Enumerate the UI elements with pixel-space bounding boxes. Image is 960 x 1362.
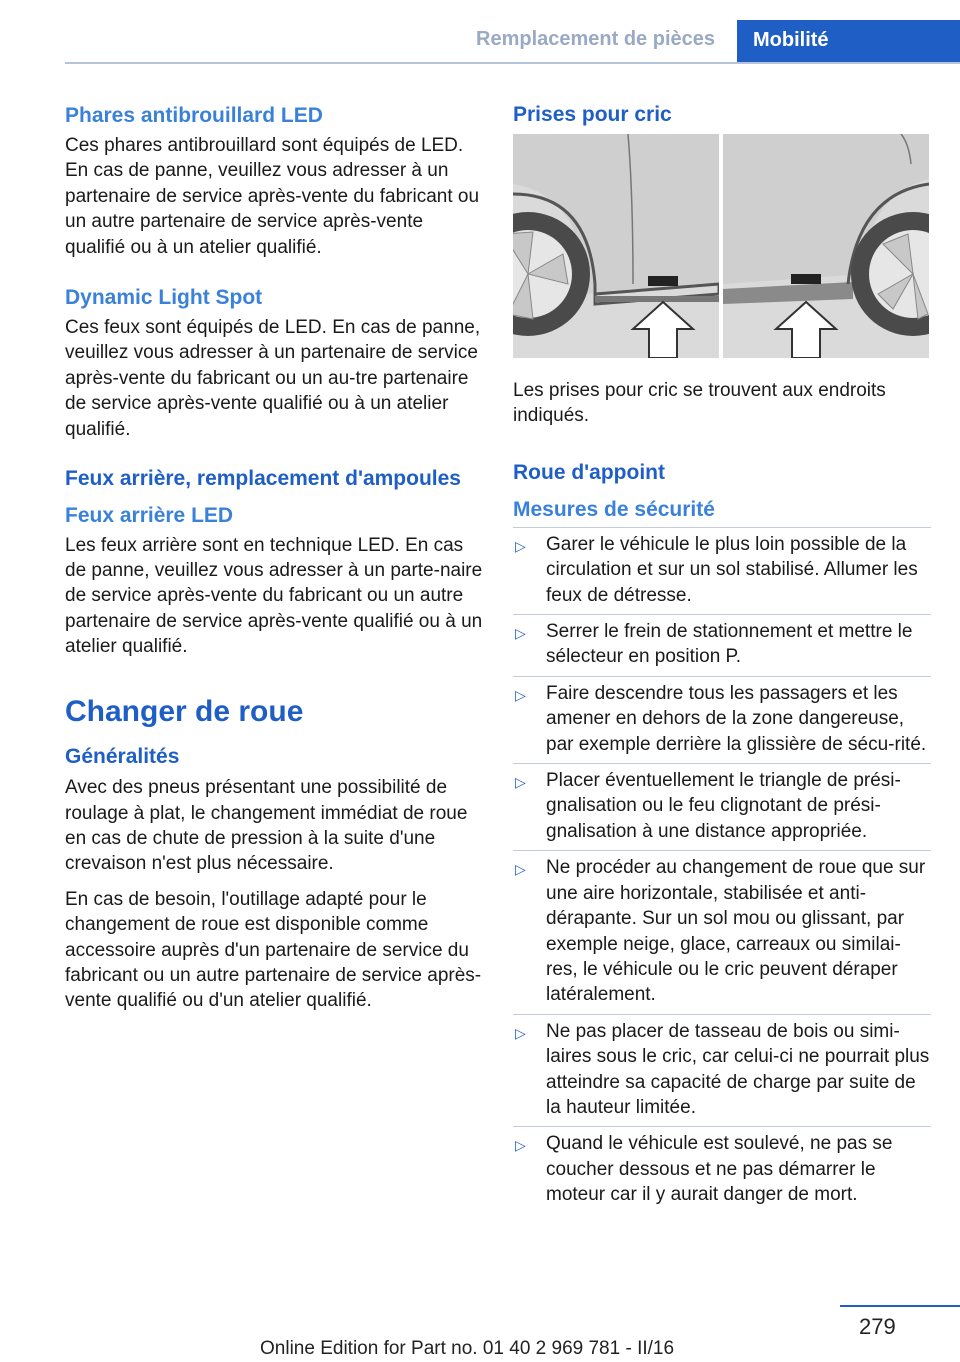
list-item — [513, 850, 931, 1007]
list-item-text: Placer éventuellement le triangle de prési‐gnalisation ou le feu clignotant de prési‐gnalisation à une distance appropriée. — [546, 770, 901, 842]
paragraph-general-2: En cas de besoin, l'outillage adapté pour le changement de roue est disponible comme accessoire auprès d'un partenaire de service du fabricant ou un autre partenaire de service après-vente qualifié ou d'un atelier qualifié. — [65, 888, 482, 1012]
paragraph-rear-led: Les feux arrière sont en technique LED. En cas de panne, veuillez vous adresser à un parte‐naire de service après-vente du fabricant ou un autre partenaire de service après-vente qualifié ou à un atelier qualifié. — [65, 534, 483, 658]
triangle-bullet-icon: ▷ — [515, 774, 526, 791]
list-item — [513, 1126, 931, 1207]
heading-fog-lights: Phares antibrouillard LED — [65, 104, 323, 127]
header-chapter-label: Mobilité — [753, 29, 829, 51]
list-item-text: Serrer le frein de stationnement et mettre le sélecteur en position P. — [546, 621, 913, 668]
heading-rear-led: Feux arrière LED — [65, 503, 234, 527]
paragraph-dynamic-light-spot: Ces feux sont équipés de LED. En cas de panne, veuillez vous adresser à un partenaire de service après-vente du fabricant ou un au‐tre partenaire de service après-vente qualifié ou à un atelier qualifié. — [65, 317, 481, 440]
triangle-bullet-icon: ▷ — [515, 625, 526, 642]
list-item-text: Quand le véhicule est soulevé, ne pas se coucher dessous et ne pas démarrer le moteur car il y aurait danger de mort. — [546, 1133, 893, 1206]
list-item — [513, 614, 931, 670]
list-item-text: Faire descendre tous les passagers et les amener en dehors de la zone dangereuse, par exemple derrière la glissière de sécu‐rité. — [546, 682, 927, 755]
heading-jack-points: Prises pour cric — [513, 103, 672, 126]
heading-safety-measures: Mesures de sécurité — [513, 497, 715, 521]
header-chapter-tab — [737, 20, 960, 64]
heading-spare-wheel: Roue d'appoint — [513, 461, 665, 485]
safety-list — [513, 527, 931, 1208]
triangle-bullet-icon: ▷ — [515, 1024, 526, 1041]
paragraph-general-1: Avec des pneus présentant une possibilité de roulage à plat, le changement immédiat de roue en cas de chute de pression à la suite d'une crevaison n'est plus nécessaire. — [65, 777, 468, 875]
list-item — [513, 676, 931, 757]
right-panel — [723, 134, 929, 358]
list-item — [513, 527, 931, 608]
jack-points-illustration — [513, 134, 929, 358]
header-section-title: Remplacement de pièces — [476, 28, 715, 50]
list-item-text: Garer le véhicule le plus loin possible de la circulation et sur un sol stabilisé. Allumer les feux de détresse. — [546, 533, 918, 606]
heading-rear-lights-bulbs: Feux arrière, remplacement d'ampoules — [65, 467, 461, 491]
left-column — [65, 102, 483, 1024]
left-panel — [513, 134, 719, 358]
footer-divider — [840, 1305, 960, 1307]
paragraph-fog-lights: Ces phares antibrouillard sont équipés de LED. En cas de panne, veuillez vous adresser à un partenaire de service après-vente du fabricant ou un autre partenaire de service après-vente qualifié ou à un atelier qualifié. — [65, 135, 480, 258]
triangle-bullet-icon: ▷ — [515, 1137, 526, 1154]
edition-text: Online Edition for Part no. 01 40 2 969 781 - II/16 — [260, 1338, 675, 1359]
list-item-text: Ne procéder au changement de roue que sur une aire horizontale, stabilisée et anti‐dérapante. Sur un sol mou ou glissant, par exemple neige, glace, carreaux ou similai‐res, le véhicule ou le cric peuvent déraper latéralement. — [546, 857, 926, 1006]
triangle-bullet-icon: ▷ — [515, 537, 526, 554]
right-column — [513, 102, 931, 1214]
list-item-text: Ne pas placer de tasseau de bois ou simi‐laires sous le cric, car celui-ci ne pourrait plus atteindre sa capacité de charge par suite de la hauteur limitée. — [546, 1020, 930, 1118]
triangle-bullet-icon: ▷ — [515, 861, 526, 878]
caption-jack-points: Les prises pour cric se trouvent aux endroits indiqués. — [513, 379, 886, 426]
list-item — [513, 1014, 931, 1121]
list-item — [513, 763, 931, 844]
heading-general: Généralités — [65, 744, 180, 768]
header-divider — [65, 62, 960, 64]
heading-dynamic-light-spot: Dynamic Light Spot — [65, 286, 263, 310]
page-number: 279 — [859, 1314, 896, 1339]
heading-change-wheel: Changer de roue — [65, 694, 304, 728]
triangle-bullet-icon: ▷ — [515, 686, 526, 703]
